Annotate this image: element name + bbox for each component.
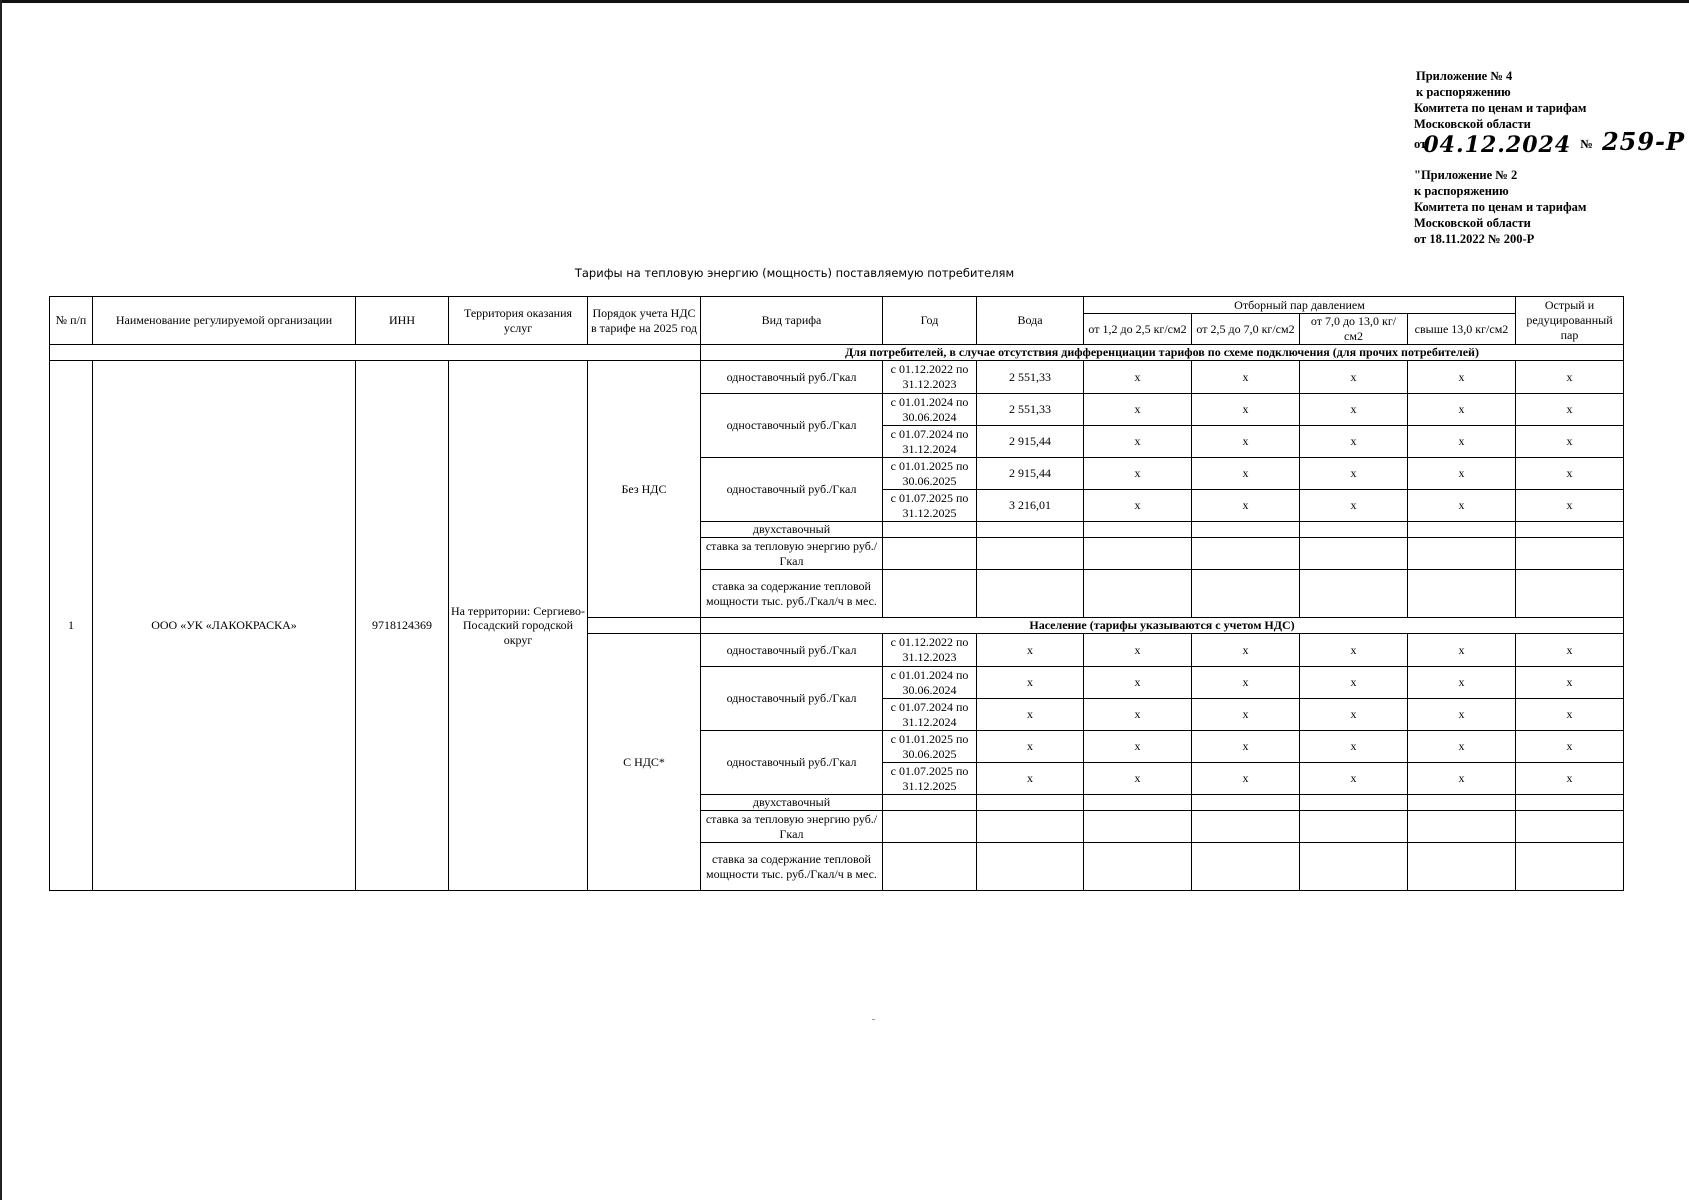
s2-energy-rate: ставка за тепловую энергию руб./Гкал bbox=[701, 811, 883, 843]
scan-speck bbox=[872, 1019, 875, 1020]
empty-cell bbox=[1084, 811, 1192, 843]
s1-two-rate: двухставочный bbox=[701, 522, 883, 538]
empty-cell bbox=[1084, 843, 1192, 891]
empty-cell bbox=[1516, 538, 1624, 570]
header-inn: ИНН bbox=[356, 297, 449, 345]
x-mark: x bbox=[1084, 634, 1192, 667]
table-title: Тарифы на тепловую энергию (мощность) поставляемую потребителям bbox=[574, 266, 1015, 280]
x-mark: x bbox=[1192, 394, 1300, 426]
x-mark: x bbox=[1192, 361, 1300, 394]
x-mark: x bbox=[1408, 426, 1516, 458]
header-vat-order: Порядок учета НДС в тарифе на 2025 год bbox=[588, 297, 701, 345]
appendix-current bbox=[1414, 68, 1686, 158]
x-mark: x bbox=[1516, 634, 1624, 667]
empty-cell bbox=[1192, 843, 1300, 891]
header-tariff-type: Вид тарифа bbox=[701, 297, 883, 345]
empty-cell bbox=[1408, 811, 1516, 843]
empty-cell bbox=[883, 811, 977, 843]
appendix-previous-line-2: к распоряжению bbox=[1414, 184, 1509, 198]
appendix-current-line-4: Московской области bbox=[1414, 117, 1531, 131]
empty-cell bbox=[1300, 522, 1408, 538]
s1-period: с 01.01.2024 по 30.06.2024 bbox=[883, 394, 977, 426]
section1-blank bbox=[50, 345, 701, 361]
header-water: Вода bbox=[977, 297, 1084, 345]
empty-cell bbox=[883, 538, 977, 570]
section1-title: Для потребителей, в случае отсутствия дифференциации тарифов по схеме подключения (для прочих потребителей) bbox=[701, 345, 1624, 361]
x-mark: x bbox=[1516, 458, 1624, 490]
x-mark: x bbox=[1300, 667, 1408, 699]
header-territory: Территория оказания услуг bbox=[449, 297, 588, 345]
x-mark: x bbox=[1516, 699, 1624, 731]
empty-cell bbox=[1300, 843, 1408, 891]
x-mark: x bbox=[1192, 763, 1300, 795]
x-mark: x bbox=[1516, 490, 1624, 522]
x-mark: x bbox=[1084, 458, 1192, 490]
s2-two-rate: двухставочный bbox=[701, 795, 883, 811]
x-mark: x bbox=[1084, 490, 1192, 522]
x-mark: x bbox=[1408, 361, 1516, 394]
s1-water-value: 2 551,33 bbox=[977, 394, 1084, 426]
x-mark: x bbox=[1408, 394, 1516, 426]
appendix-previous bbox=[1414, 167, 1586, 247]
x-mark: x bbox=[1300, 490, 1408, 522]
header-sharp-steam: Острый и редуцированный пар bbox=[1516, 297, 1624, 345]
x-mark: x bbox=[1408, 699, 1516, 731]
header-num: № п/п bbox=[50, 297, 93, 345]
x-mark: x bbox=[1408, 667, 1516, 699]
header-pressure-2: от 2,5 до 7,0 кг/см2 bbox=[1192, 314, 1300, 345]
s2-period: с 01.01.2025 по 30.06.2025 bbox=[883, 731, 977, 763]
x-mark: x bbox=[1300, 699, 1408, 731]
x-mark: x bbox=[1192, 458, 1300, 490]
empty-cell bbox=[1300, 795, 1408, 811]
appendix-previous-line-1: "Приложение № 2 bbox=[1414, 168, 1518, 182]
x-mark: x bbox=[1084, 699, 1192, 731]
section2-blank bbox=[588, 618, 701, 634]
x-mark: x bbox=[1408, 458, 1516, 490]
empty-cell bbox=[1192, 570, 1300, 618]
empty-cell bbox=[1408, 538, 1516, 570]
x-mark: x bbox=[1084, 667, 1192, 699]
empty-cell bbox=[1192, 811, 1300, 843]
x-mark: x bbox=[1084, 731, 1192, 763]
x-mark: x bbox=[1516, 426, 1624, 458]
x-mark: x bbox=[1300, 394, 1408, 426]
empty-cell bbox=[977, 522, 1084, 538]
s1-tariff-type: одноставочный руб./Гкал bbox=[701, 394, 883, 458]
empty-cell bbox=[977, 570, 1084, 618]
empty-cell bbox=[1300, 811, 1408, 843]
empty-cell bbox=[1300, 570, 1408, 618]
s1-period: с 01.07.2024 по 31.12.2024 bbox=[883, 426, 977, 458]
s2-period: с 01.12.2022 по 31.12.2023 bbox=[883, 634, 977, 667]
header-pressure-3: от 7,0 до 13,0 кг/см2 bbox=[1300, 314, 1408, 345]
header-org: Наименование регулируемой организации bbox=[93, 297, 356, 345]
x-mark: x bbox=[1300, 426, 1408, 458]
x-mark: x bbox=[977, 731, 1084, 763]
x-mark: x bbox=[1516, 361, 1624, 394]
s1-period: с 01.01.2025 по 30.06.2025 bbox=[883, 458, 977, 490]
x-mark: x bbox=[1516, 763, 1624, 795]
s2-tariff-type: одноставочный руб./Гкал bbox=[701, 634, 883, 667]
empty-cell bbox=[1300, 538, 1408, 570]
s2-period: с 01.07.2024 по 31.12.2024 bbox=[883, 699, 977, 731]
x-mark: x bbox=[1516, 394, 1624, 426]
empty-cell bbox=[1192, 538, 1300, 570]
handwritten-date: 04.12.2024 bbox=[1423, 132, 1572, 158]
x-mark: x bbox=[977, 763, 1084, 795]
x-mark: x bbox=[1084, 361, 1192, 394]
empty-cell bbox=[1084, 570, 1192, 618]
x-mark: x bbox=[1084, 426, 1192, 458]
s2-tariff-type: одноставочный руб./Гкал bbox=[701, 731, 883, 795]
empty-cell bbox=[883, 843, 977, 891]
appendix-previous-line-4: Московской области bbox=[1414, 216, 1531, 230]
empty-cell bbox=[1516, 522, 1624, 538]
x-mark: x bbox=[1192, 490, 1300, 522]
empty-cell bbox=[1408, 522, 1516, 538]
x-mark: x bbox=[1408, 490, 1516, 522]
x-mark: x bbox=[1516, 731, 1624, 763]
header-pressure-1: от 1,2 до 2,5 кг/см2 bbox=[1084, 314, 1192, 345]
appendix-current-line-3: Комитета по ценам и тарифам bbox=[1414, 101, 1587, 115]
section2-title: Население (тарифы указываются с учетом НДС) bbox=[701, 618, 1624, 634]
empty-cell bbox=[977, 843, 1084, 891]
empty-cell bbox=[1516, 795, 1624, 811]
x-mark: x bbox=[1408, 731, 1516, 763]
section1-vat: Без НДС bbox=[588, 361, 701, 618]
empty-cell bbox=[1408, 843, 1516, 891]
s1-period: с 01.07.2025 по 31.12.2025 bbox=[883, 490, 977, 522]
s1-water-value: 2 551,33 bbox=[977, 361, 1084, 394]
x-mark: x bbox=[1408, 634, 1516, 667]
header-year: Год bbox=[883, 297, 977, 345]
empty-cell bbox=[1516, 570, 1624, 618]
date-prefix: от bbox=[1414, 137, 1427, 151]
handwritten-number: 259-Р bbox=[1601, 127, 1686, 156]
x-mark: x bbox=[1192, 426, 1300, 458]
x-mark: x bbox=[1300, 763, 1408, 795]
s1-water-value: 3 216,01 bbox=[977, 490, 1084, 522]
empty-cell bbox=[883, 522, 977, 538]
x-mark: x bbox=[1516, 667, 1624, 699]
empty-cell bbox=[1192, 795, 1300, 811]
empty-cell bbox=[1084, 795, 1192, 811]
empty-cell bbox=[977, 811, 1084, 843]
appendix-current-date-line bbox=[1414, 127, 1686, 158]
s2-period: с 01.07.2025 по 31.12.2025 bbox=[883, 763, 977, 795]
scan-left-edge bbox=[0, 0, 2, 1200]
empty-cell bbox=[1408, 795, 1516, 811]
s2-capacity-rate: ставка за содержание тепловой мощности тыс. руб./Гкал/ч в мес. bbox=[701, 843, 883, 891]
empty-cell bbox=[1192, 522, 1300, 538]
org-name: ООО «УК «ЛАКОКРАСКА» bbox=[93, 361, 356, 891]
x-mark: x bbox=[1192, 634, 1300, 667]
x-mark: x bbox=[1300, 458, 1408, 490]
s1-water-value: 2 915,44 bbox=[977, 426, 1084, 458]
empty-cell bbox=[1408, 570, 1516, 618]
x-mark: x bbox=[1084, 763, 1192, 795]
x-mark: x bbox=[1300, 361, 1408, 394]
s2-period: с 01.01.2024 по 30.06.2024 bbox=[883, 667, 977, 699]
empty-cell bbox=[883, 570, 977, 618]
appendix-current-line-1: Приложение № 4 bbox=[1416, 69, 1513, 83]
empty-cell bbox=[1084, 522, 1192, 538]
s2-tariff-type: одноставочный руб./Гкал bbox=[701, 667, 883, 731]
empty-cell bbox=[1516, 843, 1624, 891]
s1-tariff-type: одноставочный руб./Гкал bbox=[701, 458, 883, 522]
x-mark: x bbox=[1084, 394, 1192, 426]
s1-capacity-rate: ставка за содержание тепловой мощности тыс. руб./Гкал/ч в мес. bbox=[701, 570, 883, 618]
x-mark: x bbox=[977, 699, 1084, 731]
org-territory: На территории: Сергиево-Посадский городской округ bbox=[449, 361, 588, 891]
header-steam-group: Отборный пар давлением bbox=[1084, 297, 1516, 314]
empty-cell bbox=[977, 538, 1084, 570]
empty-cell bbox=[977, 795, 1084, 811]
x-mark: x bbox=[1192, 667, 1300, 699]
section2-vat: С НДС* bbox=[588, 634, 701, 891]
header-pressure-4: свыше 13,0 кг/см2 bbox=[1408, 314, 1516, 345]
s1-energy-rate: ставка за тепловую энергию руб./Гкал bbox=[701, 538, 883, 570]
scan-top-edge bbox=[0, 0, 1689, 3]
empty-cell bbox=[883, 795, 977, 811]
org-num: 1 bbox=[50, 361, 93, 891]
x-mark: x bbox=[1192, 731, 1300, 763]
x-mark: x bbox=[1192, 699, 1300, 731]
tariff-table bbox=[49, 296, 1624, 891]
s1-period: с 01.12.2022 по 31.12.2023 bbox=[883, 361, 977, 394]
org-inn: 9718124369 bbox=[356, 361, 449, 891]
x-mark: x bbox=[977, 667, 1084, 699]
s1-water-value: 2 915,44 bbox=[977, 458, 1084, 490]
empty-cell bbox=[1516, 811, 1624, 843]
appendix-previous-line-5: от 18.11.2022 № 200-Р bbox=[1414, 232, 1535, 246]
appendix-previous-line-3: Комитета по ценам и тарифам bbox=[1414, 200, 1587, 214]
x-mark: x bbox=[1300, 731, 1408, 763]
number-prefix: № bbox=[1580, 137, 1593, 151]
x-mark: x bbox=[977, 634, 1084, 667]
x-mark: x bbox=[1300, 634, 1408, 667]
x-mark: x bbox=[1408, 763, 1516, 795]
empty-cell bbox=[1084, 538, 1192, 570]
s1-tariff-type: одноставочный руб./Гкал bbox=[701, 361, 883, 394]
appendix-current-line-2: к распоряжению bbox=[1416, 85, 1511, 99]
